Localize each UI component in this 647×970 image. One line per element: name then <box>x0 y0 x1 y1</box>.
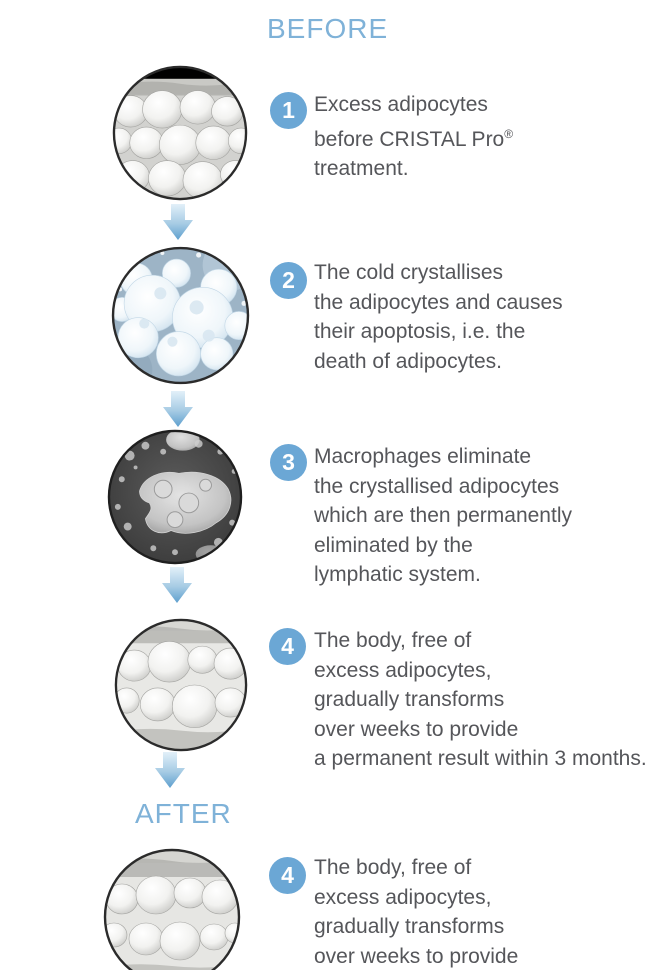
text-line: Macrophages eliminate <box>314 445 532 468</box>
down-arrow-icon <box>157 567 197 605</box>
step-number-badge: 3 <box>270 444 307 481</box>
registered-mark: ® <box>504 126 514 141</box>
text-line: a permanent result within 3 months. <box>314 747 647 770</box>
text-line: excess adipocytes, <box>314 885 492 909</box>
step-description <box>314 853 647 970</box>
text-line: The body, free of <box>314 856 472 879</box>
after-heading: AFTER <box>135 798 232 829</box>
text-line: over weeks to provide <box>314 717 519 741</box>
down-arrow-icon <box>158 204 198 242</box>
down-arrow-icon <box>150 752 190 790</box>
text-line: their apoptosis, i.e. the <box>314 320 526 343</box>
text-line: before CRISTAL Pro <box>314 127 505 151</box>
text-line: The body, free of <box>314 629 472 652</box>
body-transforming-illustration <box>113 617 249 753</box>
text-line: the adipocytes and causes <box>314 290 563 314</box>
step-number-badge: 4 <box>269 628 306 665</box>
text-line: death of adipocytes. <box>314 349 502 373</box>
text-line: gradually transforms <box>314 915 505 938</box>
step-description <box>314 626 647 774</box>
text-line: the crystallised adipocytes <box>314 474 560 498</box>
step-description <box>314 442 647 590</box>
text-line: excess adipocytes, <box>314 658 492 682</box>
step-number-badge: 1 <box>270 92 307 129</box>
text-line: eliminated by the <box>314 533 473 557</box>
text-line: Excess adipocytes <box>314 93 488 116</box>
before-heading: BEFORE <box>267 13 389 44</box>
step-number-badge: 4 <box>269 857 306 894</box>
macrophage-illustration <box>106 428 244 566</box>
adipocytes-before-illustration <box>111 64 249 202</box>
text-line: The cold crystallises <box>314 261 504 284</box>
down-arrow-icon <box>158 391 198 429</box>
step-number-badge: 2 <box>270 262 307 299</box>
text-line: which are then permanently <box>314 504 572 527</box>
text-line: treatment. <box>314 157 409 180</box>
crystallised-adipocytes-illustration <box>110 245 251 386</box>
step-description <box>314 258 647 376</box>
text-line: over weeks to provide <box>314 944 519 968</box>
adipocytes-after-illustration <box>102 847 242 970</box>
text-line: lymphatic system. <box>314 563 481 586</box>
step-description <box>314 90 647 184</box>
text-line: gradually transforms <box>314 688 505 711</box>
